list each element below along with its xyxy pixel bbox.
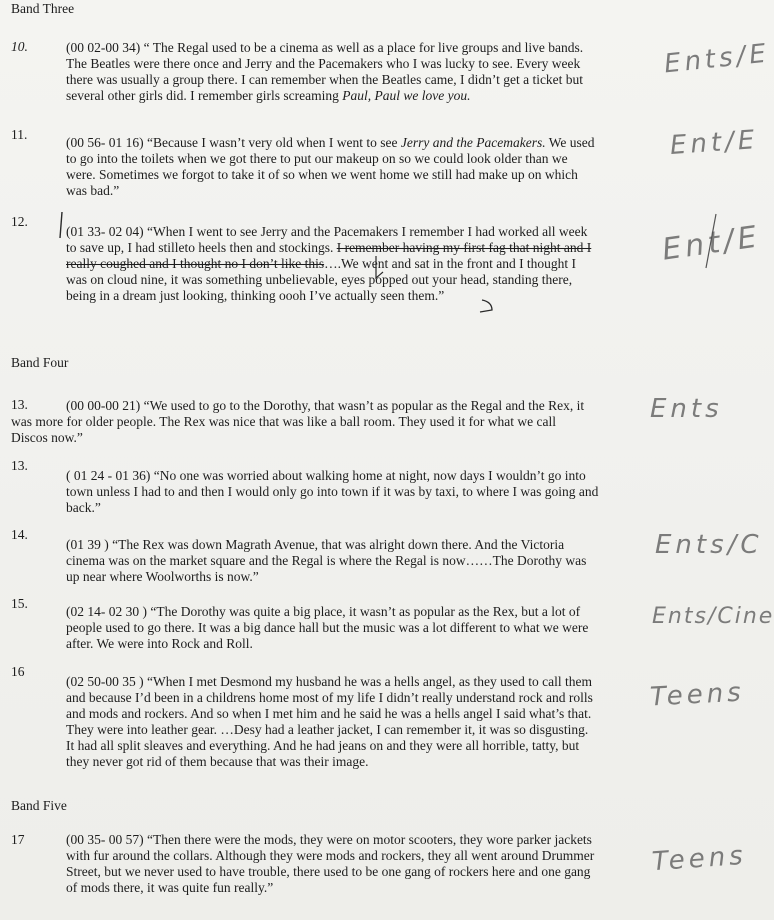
entry-line: It had all split sleaves and everything. And he had jeans on and they were all horrible, tatty, but (66, 738, 580, 753)
entry-number: 12. (11, 214, 28, 229)
entry-line: ….We went and sat in the front and I thought I (324, 256, 577, 271)
handwritten-margin-note: Teens (651, 840, 748, 878)
transcript-entry (66, 135, 595, 199)
band-heading: Band Three (11, 1, 75, 16)
entry-line: ( 01 24 - 01 36) “No one was worried about walking home at night, now days I wouldn’t go into (66, 468, 586, 483)
entry-line: cinema was on the market square and the Regal is where the Regal is now……The Dorothy was (66, 553, 587, 568)
handwritten-margin-note: Ents/E (662, 38, 772, 80)
handwritten-margin-note: Ents/Cine (652, 604, 774, 629)
transcript-entry (11, 398, 584, 446)
entry-line: (00 00-00 21) “We used to go to the Dorothy, that wasn’t as popular as the Regal and the Rex, it (66, 398, 585, 413)
handwritten-margin-note: Ent/E (660, 219, 763, 268)
transcript-entry (66, 468, 598, 516)
entry-line: and mods and rockers. And so when I met him and he said he was a hells angel I said what’s that. (66, 706, 592, 721)
entry-line: They were into leather gear. …Desy had a leather jacket, I can remember it, it was so disgusting. (66, 722, 589, 737)
handwritten-margin-note: Ents (650, 394, 723, 424)
entry-number: 10. (11, 39, 28, 54)
entry-line: there was usually a group there. I can remember when the Beatles came, I didn’t get a ticket but (66, 72, 584, 87)
transcript-entry (66, 537, 586, 585)
entry-line: The Beatles were there once and Jerry and the Pacemakers who I was lucky to see. Every week (66, 56, 581, 71)
pen-stroke (60, 212, 62, 238)
entry-line: was more for older people. The Rex was nice that was like a ball room. They used it for what we call (11, 414, 556, 429)
band-heading: Band Five (11, 798, 67, 813)
entry-line: to save up, I had stilleto heels then and stockings. (66, 240, 337, 255)
struck-text: I remember having my first fag that night and I (336, 240, 592, 255)
entry-line: they never got rid of them because that was their image. (66, 754, 369, 769)
handwritten-margin-note: Teens (649, 677, 746, 713)
entry-line: was bad.” (66, 183, 120, 198)
entry-line: was on cloud nine, it was something unbelievable, eyes popped out your head, standing there, (66, 272, 573, 287)
entry-number: 11. (11, 127, 28, 142)
entry-line: (01 39 ) “The Rex was down Magrath Avenue, that was alright down there. And the Victoria (66, 537, 565, 552)
entry-line: were. Sometimes we forgot to take it of so when we went home we still had make up on which (66, 167, 578, 182)
entry-line: up near where Woolworths is now.” (66, 569, 259, 584)
entry-line: several other girls did. I remember girls screaming (66, 88, 343, 103)
entry-number: 14. (11, 527, 28, 542)
entry-line: (02 14- 02 30 ) “The Dorothy was quite a big place, it wasn’t as popular as the Rex, but a lot of (66, 604, 581, 619)
entry-line: being in a dream just looking, thinking oooh I’ve actually seen them.” (66, 288, 445, 303)
entry-line: after. We were into Rock and Roll. (66, 636, 253, 651)
handwritten-margin-note: Ent/E (669, 124, 760, 162)
entry-line: town unless I had to and then I would only go into town if it was by taxi, to where I was going and (66, 484, 599, 499)
entry-number: 16 (11, 664, 25, 679)
entry-line: We used (545, 135, 595, 150)
entry-line: Street, but we never used to have trouble, there used to be one gang of rockers here and one gang (66, 864, 591, 879)
entry-number: 13. (11, 397, 28, 412)
transcript-entry (66, 674, 593, 770)
entry-number: 15. (11, 596, 28, 611)
entry-line: (00 02-00 34) “ The Regal used to be a cinema as well as a place for live groups and live bands. (66, 40, 584, 55)
transcript-entry (66, 224, 591, 304)
entry-line: (00 56- 01 16) “Because I wasn’t very old when I went to see (66, 135, 401, 150)
entry-number: 17 (11, 832, 25, 847)
entry-line: Discos now.” (11, 430, 83, 445)
entry-number: 13. (11, 458, 28, 473)
entry-line: (01 33- 02 04) “When I went to see Jerry and the Pacemakers I remember I had worked all week (66, 224, 588, 239)
handwritten-margin-note: Ents/C (655, 530, 763, 560)
entry-italic-text: Paul, Paul we love you. (342, 88, 471, 103)
entry-line: (02 50-00 35 ) “When I met Desmond my husband he was a hells angel, as they used to call them (66, 674, 592, 689)
transcript-entry (66, 40, 583, 104)
entry-line: with fur around the collars. Although they were mods and rockers, they all went around Drummer (66, 848, 595, 863)
entry-line: back.” (66, 500, 101, 515)
transcript-entry (66, 832, 594, 896)
entry-line: and because I’d been in a childrens home most of my life I didn’t really understand rock and rolls (66, 690, 593, 705)
transcript-entry (66, 604, 588, 652)
entry-line: people used to go there. It was a big dance hall but the music was a lot different to what we were (66, 620, 589, 635)
entry-line: of mods there, it was quite fun really.” (66, 880, 274, 895)
band-heading: Band Four (11, 355, 69, 370)
entry-line: to go into the toilets when we got there to put our makeup on so we could look older than we (66, 151, 568, 166)
struck-text: really coughed and I thought no I don’t like this (66, 256, 325, 271)
entry-line: (00 35- 00 57) “Then there were the mods, they were on motor scooters, they wore parker jackets (66, 832, 592, 847)
entry-italic-text: Jerry and the Pacemakers. (400, 135, 546, 150)
